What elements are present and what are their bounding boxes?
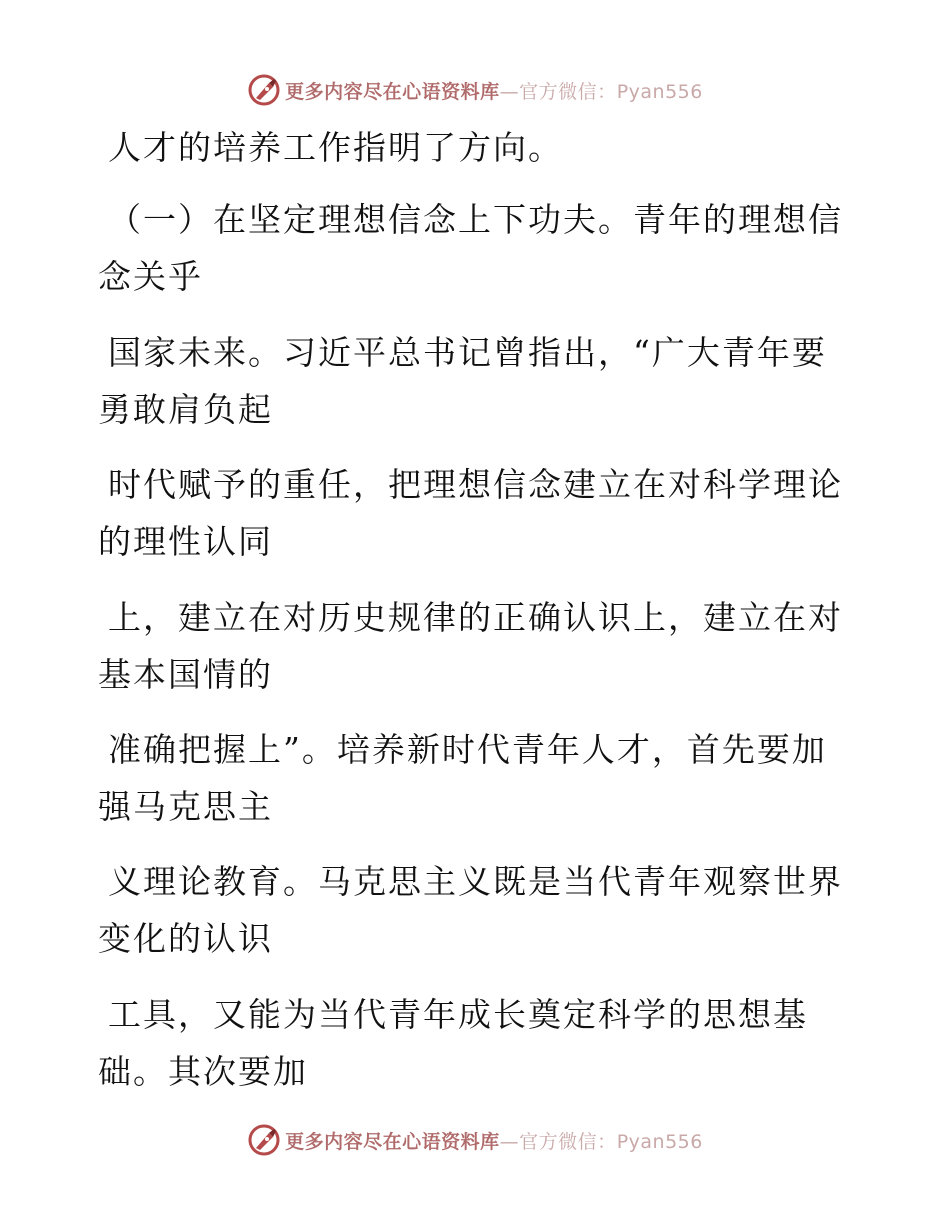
watermark-wechat-id: Pyan556 [616, 80, 703, 103]
watermark-text [285, 77, 703, 104]
pen-nib-logo-icon [247, 73, 281, 107]
watermark-wechat-id: Pyan556 [616, 1130, 703, 1153]
paragraph-line: 的理性认同 [98, 522, 273, 561]
watermark-wechat-label: 官方微信： [519, 80, 617, 103]
watermark-footer [0, 1120, 950, 1160]
paragraph-line: 变化的认识 [98, 919, 273, 958]
watermark-dash: — [499, 1130, 520, 1153]
pen-nib-logo-icon [247, 1123, 281, 1157]
watermark-header [0, 70, 950, 110]
watermark-dash: — [499, 80, 520, 103]
paragraph-line: 勇敢肩负起 [98, 390, 273, 429]
watermark-site-text: 更多内容尽在心语资料库 [285, 80, 500, 103]
paragraph-line: 人才的培养工作指明了方向。 [108, 128, 563, 167]
paragraph-line: 时代赋予的重任，把理想信念建立在对科学理论 [108, 465, 843, 504]
paragraph-line: 强马克思主 [98, 787, 273, 826]
paragraph-line: 工具，又能为当代青年成长奠定科学的思想基 [108, 995, 808, 1034]
watermark-wechat-label: 官方微信： [519, 1130, 617, 1153]
paragraph-line: 准确把握上”。培养新时代青年人才，首先要加 [108, 730, 827, 769]
paragraph-line: 国家未来。习近平总书记曾指出，“广大青年要 [108, 333, 827, 372]
paragraph-line: 基本国情的 [98, 655, 273, 694]
paragraph-line: 上，建立在对历史规律的正确认识上，建立在对 [108, 598, 843, 637]
watermark-text [285, 1127, 703, 1154]
paragraph-line: （一）在坚定理想信念上下功夫。青年的理想信 [108, 200, 843, 239]
paragraph-line: 义理论教育。马克思主义既是当代青年观察世界 [108, 862, 843, 901]
paragraph-line: 础。其次要加 [98, 1052, 308, 1091]
watermark-site-text: 更多内容尽在心语资料库 [285, 1130, 500, 1153]
paragraph-line: 念关乎 [98, 257, 203, 296]
